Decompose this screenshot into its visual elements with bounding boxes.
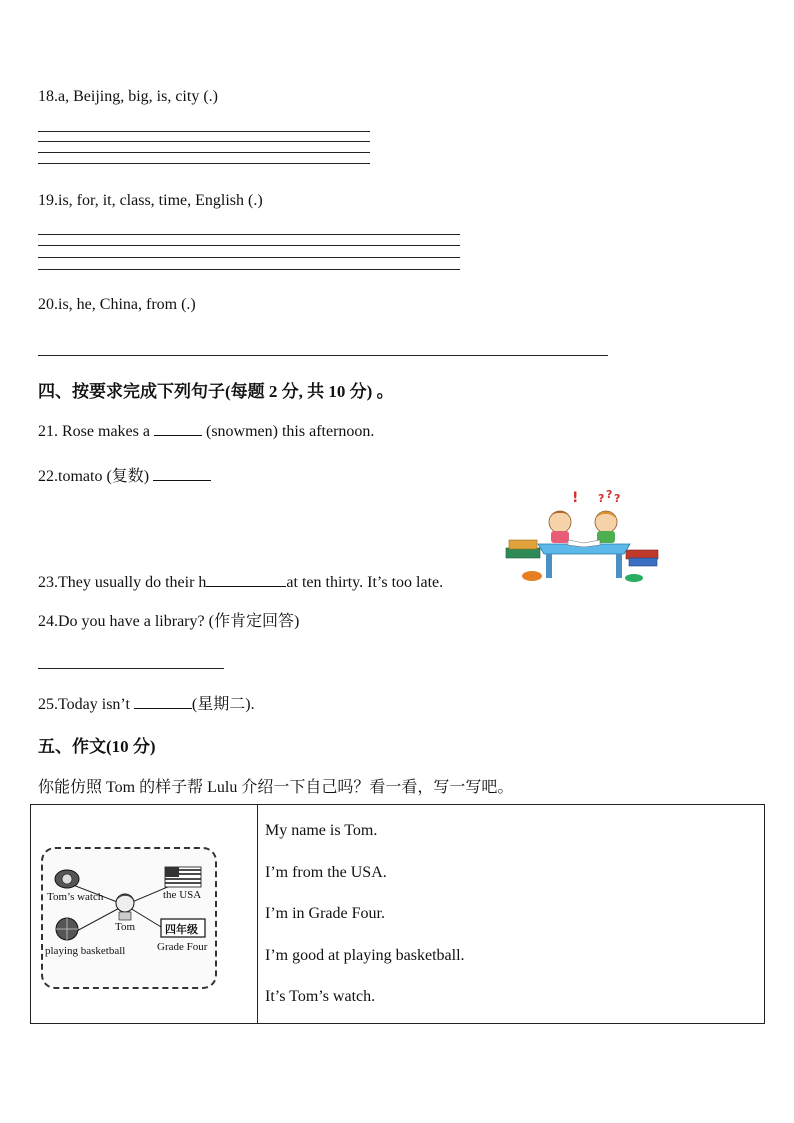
sample-sentence: It’s Tom’s watch.	[265, 988, 376, 1005]
question-23	[38, 572, 443, 592]
answer-line	[38, 131, 370, 132]
answer-line	[38, 257, 460, 258]
blank-21	[154, 421, 202, 436]
question-21	[38, 421, 374, 441]
section-4-title: 四、按要求完成下列句子(每题 2 分, 共 10 分) 。	[38, 382, 394, 401]
sample-text-cell	[258, 805, 765, 1024]
svg-text:?: ?	[614, 492, 621, 505]
sample-sentence: My name is Tom.	[265, 822, 378, 839]
question-22	[38, 463, 211, 486]
label-grade-badge: 四年级	[165, 924, 198, 936]
answer-line	[38, 141, 370, 142]
composition-table	[30, 804, 765, 1024]
basketball-icon	[56, 918, 78, 940]
svg-text:?: ?	[606, 488, 613, 501]
sample-sentence: I’m from the USA.	[265, 864, 387, 881]
answer-line	[38, 163, 370, 164]
q23-after: at ten thirty. It’s too late.	[286, 574, 444, 591]
label-country: the USA	[163, 889, 202, 901]
tom-mindmap	[41, 847, 217, 989]
composition-instruction: 你能仿照 Tom 的样子帮 Lulu 介绍一下自己吗？看一看，写一写吧。	[38, 779, 514, 796]
mindmap-graphics	[43, 849, 215, 987]
q21-after: (snowmen) this afternoon.	[201, 423, 375, 440]
q22-before: 22.tomato (复数)	[38, 468, 154, 485]
mindmap-cell	[31, 805, 258, 1024]
question-18: 18.a, Beijing, big, is, city (.)	[38, 88, 218, 105]
label-name: Tom	[115, 921, 136, 933]
blank-23	[206, 572, 286, 587]
answer-line-24	[38, 668, 224, 669]
answer-line	[38, 234, 460, 235]
section-5-title: 五、作文(10 分)	[38, 737, 156, 756]
q25-after: (星期二).	[191, 696, 255, 713]
q23-before: 23.They usually do their h	[38, 574, 207, 591]
question-19: 19.is, for, it, class, time, English (.)	[38, 192, 263, 209]
blank-25	[134, 694, 192, 709]
answer-line	[38, 152, 370, 153]
blank-22	[153, 466, 211, 481]
answer-line	[38, 245, 460, 246]
boy-avatar-icon	[116, 894, 134, 920]
answer-line-20	[38, 355, 608, 356]
sample-sentence: I’m in Grade Four.	[265, 905, 385, 922]
q21-before: 21. Rose makes a	[38, 423, 154, 440]
children-studying-illustration	[504, 488, 662, 588]
watch-icon	[55, 870, 79, 888]
question-20: 20.is, he, China, from (.)	[38, 296, 196, 313]
svg-text:?: ?	[598, 492, 605, 505]
question-24: 24.Do you have a library? (作肯定回答)	[38, 613, 300, 630]
label-hobby: playing basketball	[45, 945, 126, 957]
sample-sentence: I’m good at playing basketball.	[265, 947, 465, 964]
svg-text:!: !	[572, 490, 579, 506]
q25-before: 25.Today isn’t	[38, 696, 134, 713]
label-watch: Tom’s watch	[47, 891, 104, 903]
flag-icon	[165, 867, 201, 887]
label-grade: Grade Four	[157, 941, 208, 953]
question-25	[38, 691, 255, 714]
answer-line	[38, 269, 460, 270]
